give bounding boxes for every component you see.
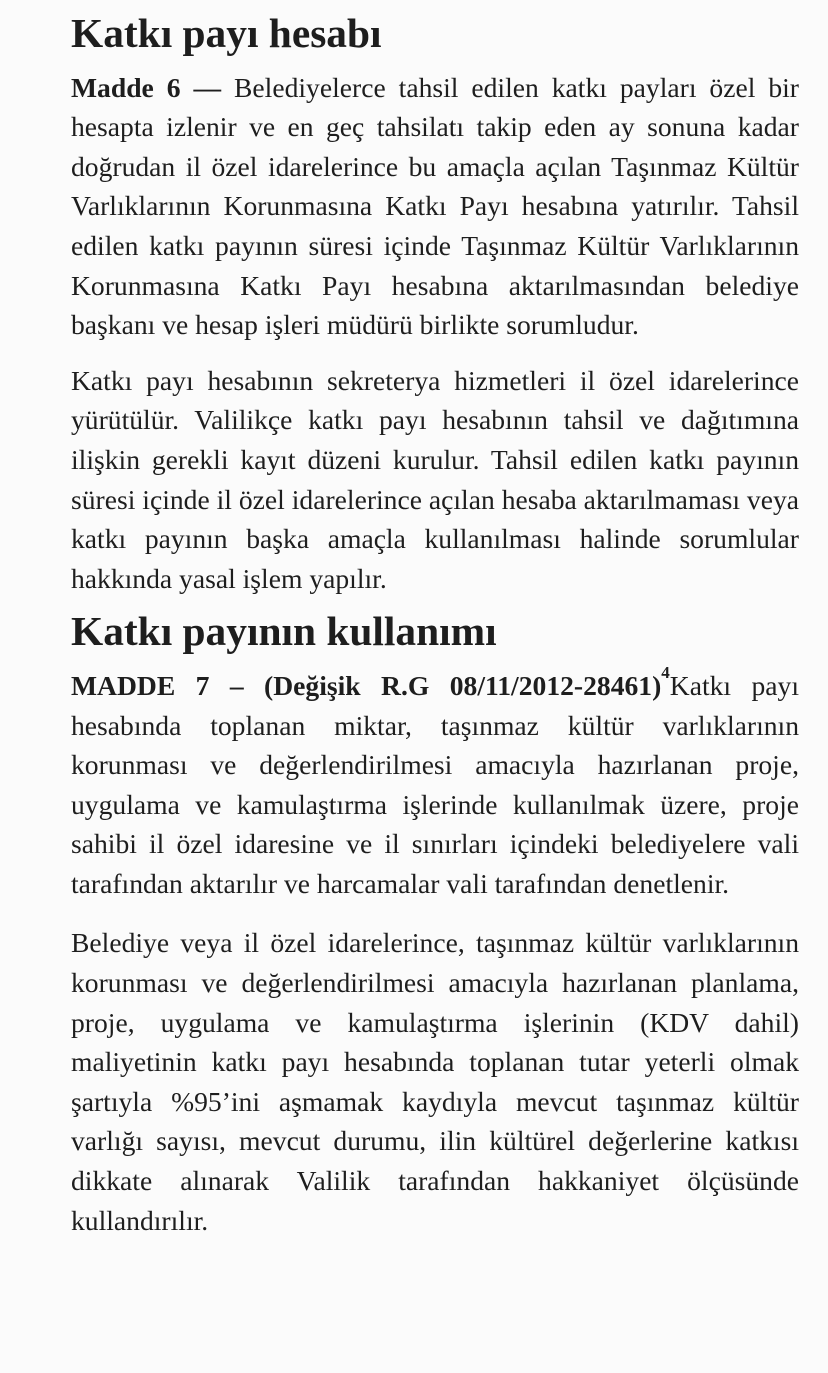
article-6-paragraph-1 — [71, 68, 799, 345]
article-6-label: Madde 6 — [71, 71, 181, 103]
section-heading-contribution-account: Katkı payı hesabı — [71, 10, 382, 56]
footnote-reference[interactable]: 4 — [661, 662, 670, 682]
article-7-label: MADDE 7 – (Değişik R.G 08/11/2012-28461) — [71, 669, 662, 701]
article-6-separator: — — [180, 71, 235, 103]
article-7-paragraph-1-text: Katkı payı hesabında toplanan miktar, taşınmaz kültür varlıklarının korunması ve değerlendirilmesi amacıyla hazırlanan proje, uygulama ve kamulaştırma işlerinde kullanılmak üzere, proje sahibi il özel idaresine ve il sınırları içindeki belediyelere vali tarafından aktarılır ve harcamalar vali tarafından denetlenir. — [71, 669, 799, 899]
article-6-paragraph-2: Katkı payı hesabının sekreterya hizmetleri il özel idarelerince yürütülür. Valilikçe katkı payı hesabının tahsil ve dağıtımına ilişkin gerekli kayıt düzeni kurulur. Tahsil edilen katkı payının süresi içinde il özel idarelerince açılan hesaba aktarılmaması veya katkı payının başka amaçla kullanılması halinde sorumlular hakkında yasal işlem yapılır. — [71, 364, 799, 594]
article-6-paragraph-1-text: Belediyelerce tahsil edilen katkı payları özel bir hesapta izlenir ve en geç tahsilatı takip eden ay sonuna kadar doğrudan il özel idarelerince bu amaçla açılan Taşınmaz Kültür Varlıklarının Korunmasına Katkı Payı hesabına yatırılır. Tahsil edilen katkı payının süresi içinde Taşınmaz Kültür Varlıklarının Korunmasına Katkı Payı hesabına aktarılmasından belediye başkanı ve hesap işleri müdürü birlikte sorumludur. — [71, 71, 799, 341]
document-page — [71, 10, 799, 1240]
article-7-paragraph-2: Belediye veya il özel idarelerince, taşınmaz kültür varlıklarının korunması ve değerlendirilmesi amacıyla hazırlanan planlama, proje, uygulama ve kamulaştırma işlerinin (KDV dahil) maliyetinin katkı payı hesabında toplanan tutar yeterli olmak şartıyla %95’ini aşmamak kaydıyla mevcut taşınmaz kültür varlığı sayısı, mevcut durumu, ilin kültürel değerlerine katkısı dikkate alınarak Valilik tarafından hakkaniyet ölçüsünde kullandırılır. — [71, 927, 799, 1236]
section-heading-contribution-usage: Katkı payının kullanımı — [71, 608, 497, 655]
article-7-paragraph-1 — [71, 662, 799, 904]
